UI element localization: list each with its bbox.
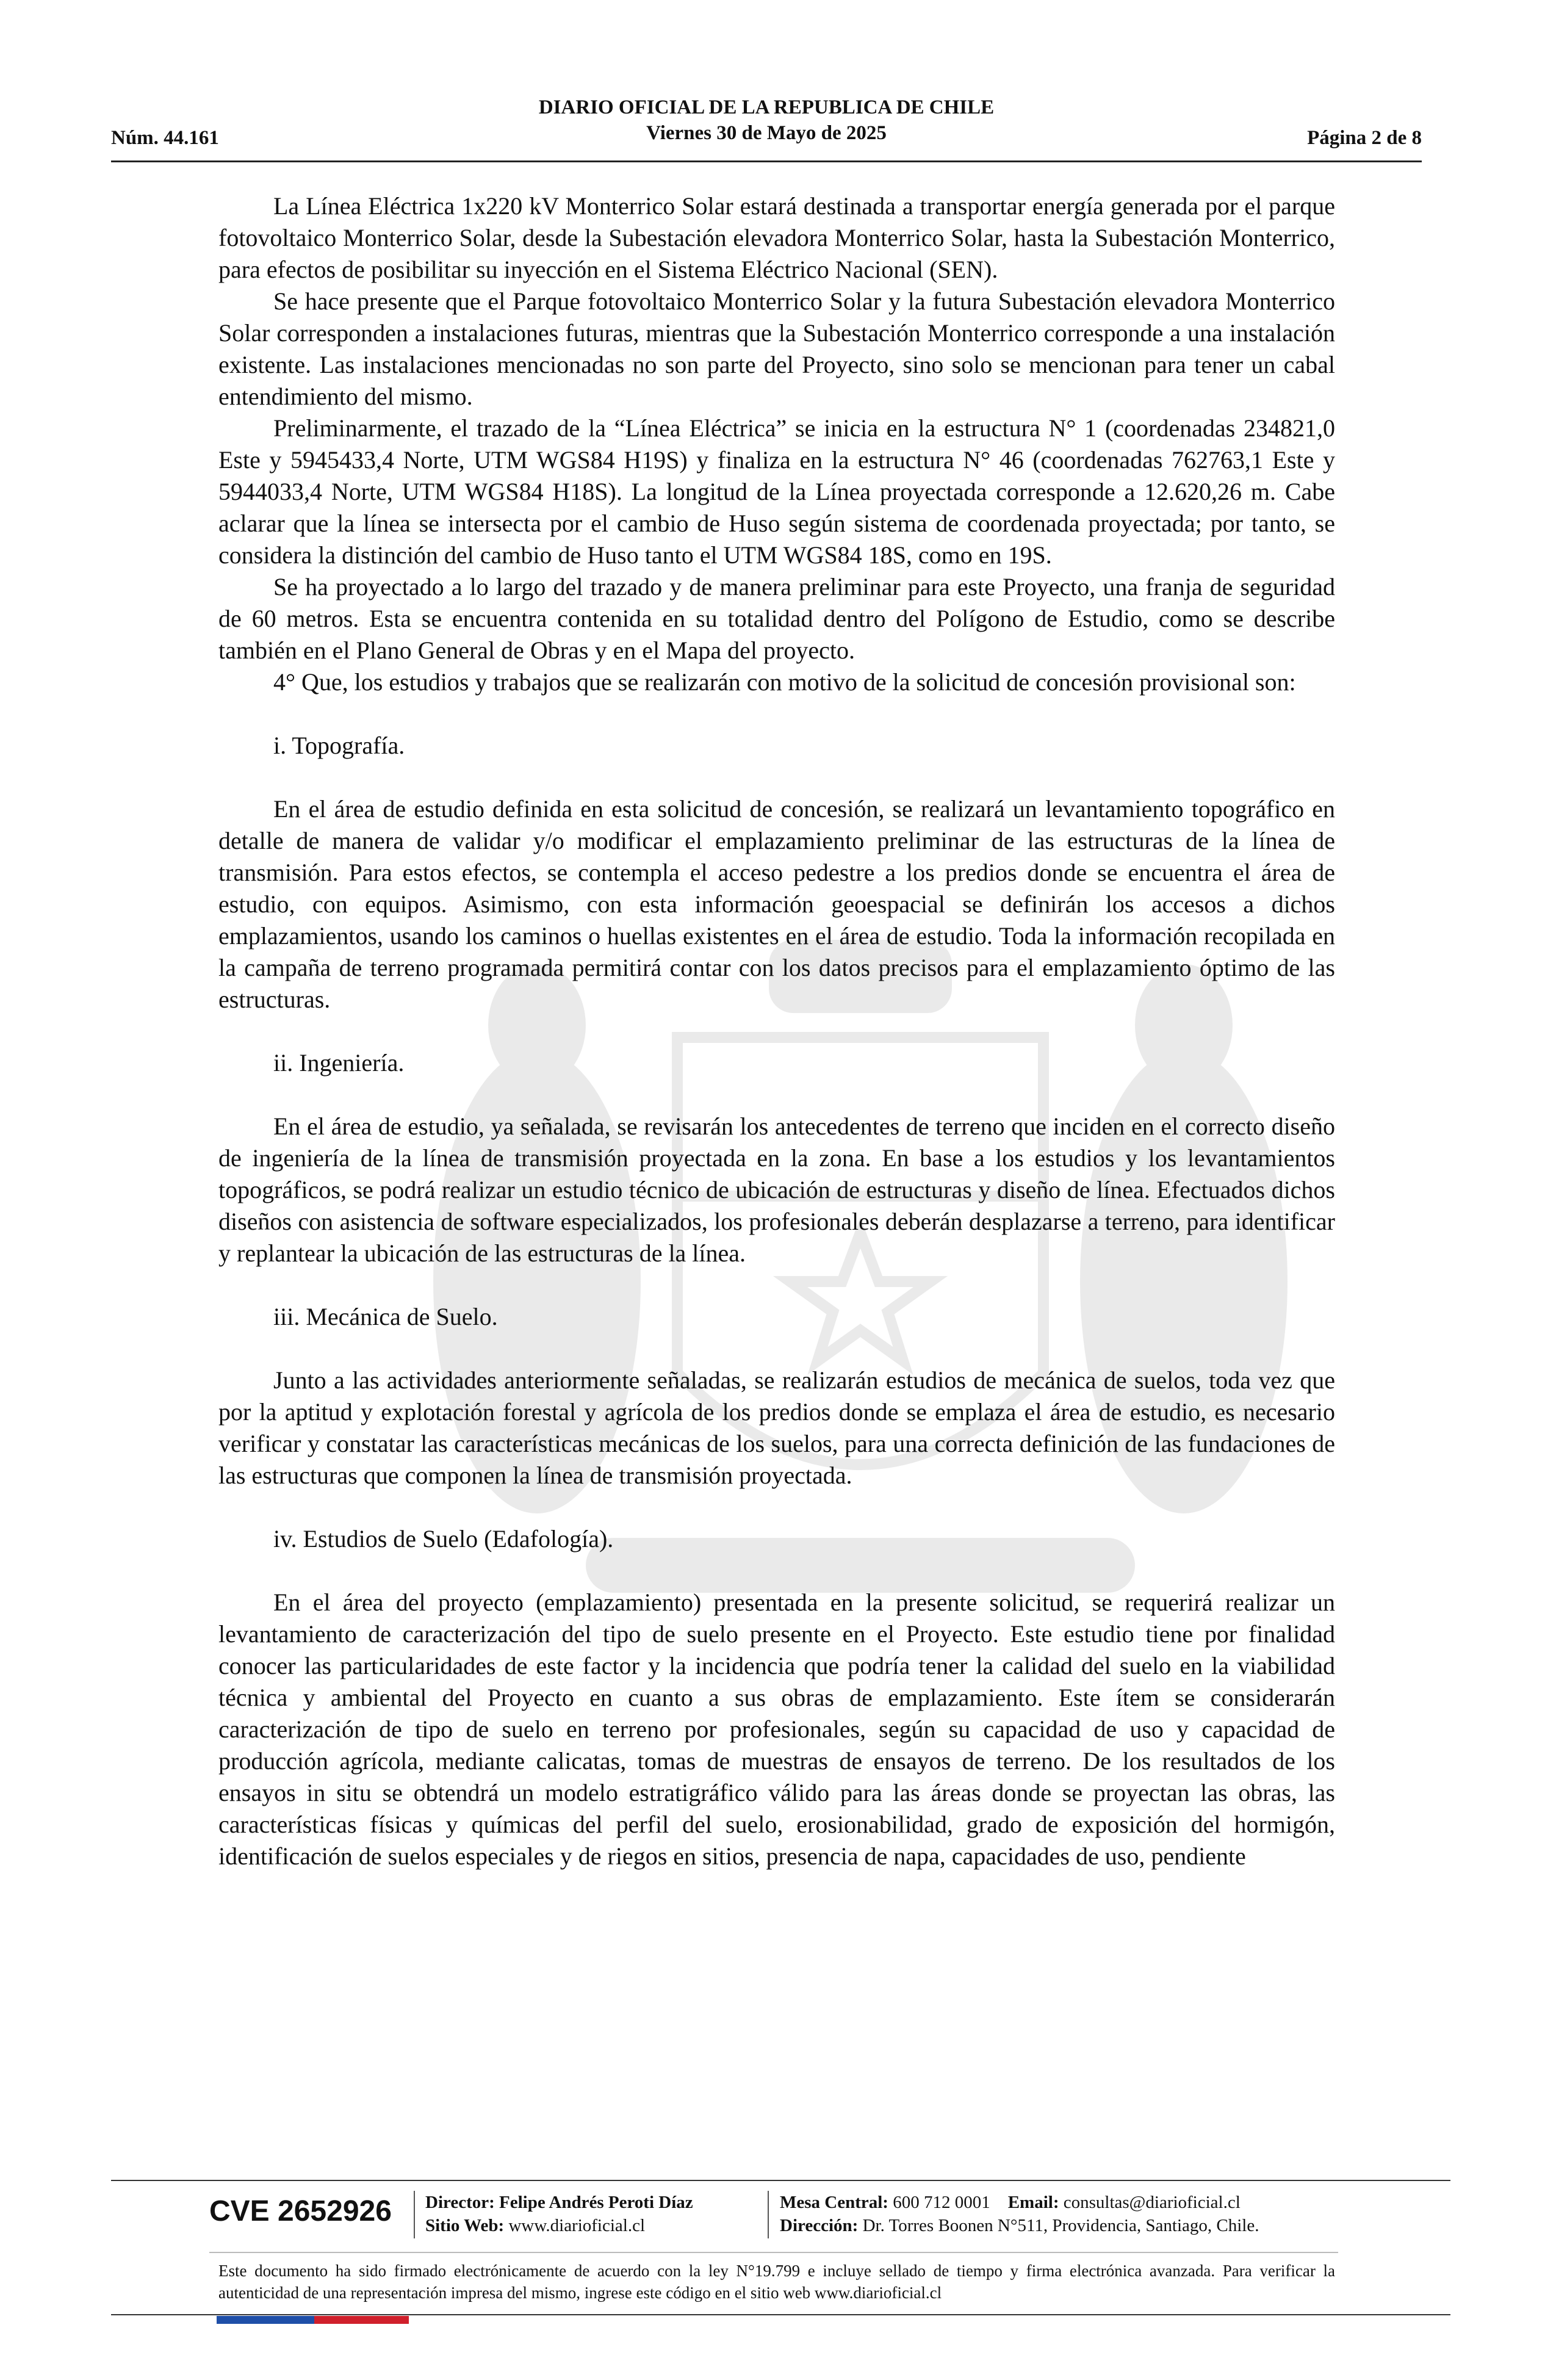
- paragraph: En el área del proyecto (emplazamiento) presentada en la presente solicitud, se requerirá realizar un levantamiento de caracterización del tipo de suelo presente en el Proyecto. Este estudio tiene por finalidad conocer las particularidades de este factor y la incidencia que podría tener la calidad del suelo en la viabilidad técnica y ambiental del Proyecto en cuanto a sus obras de emplazamiento. Este ítem se considerarán caracterización de tipo de suelo en terreno por profesionales, según su capacidad de uso y capacidad de producción agrícola, mediante calicatas, tomas de muestras de ensayos de terreno. De los resultados de los ensayos in situ se obtendrá un modelo estratigráfico válido para las áreas donde se proyectan las obras, las características físicas y químicas del perfil del suelo, erosionabilidad, grado de exposición del hormigón, identificación de suelos especiales y de riegos en sitios, presencia de napa, capacidades de uso, pendiente: [218, 1588, 1335, 1870]
- footer-bottom-divider: [111, 2314, 1450, 2315]
- site-label: Sitio Web:: [425, 2216, 505, 2235]
- issue-number: Núm. 44.161: [111, 127, 219, 149]
- section-heading-topografia: i. Topografía.: [273, 732, 405, 759]
- address-text: Dr. Torres Boonen N°511, Providencia, Santiago, Chile.: [862, 2216, 1259, 2235]
- paragraph: La Línea Eléctrica 1x220 kV Monterrico Solar estará destinada a transportar energía generada por el parque fotovoltaico Monterrico Solar, desde la Subestación elevadora Monterrico Solar, hasta la Subestación Monterrico, para efectos de posibilitar su inyección en el Sistema Eléctrico Nacional (SEN).: [218, 192, 1335, 283]
- cve-code: CVE 2652926: [209, 2195, 392, 2227]
- paragraph: Se ha proyectado a lo largo del trazado y de manera preliminar para este Proyecto, una franja de seguridad de 60 metros. Esta se encuentra contenida en su totalidad dentro del Polígono de Estudio, como se describe también en el Plano General de Obras y en el Mapa del proyecto.: [218, 573, 1335, 664]
- phone-label: Mesa Central:: [780, 2193, 888, 2212]
- publication-title: DIARIO OFICIAL DE LA REPUBLICA DE CHILE: [538, 96, 995, 118]
- document-body: [218, 190, 1335, 1872]
- footer-inner-divider: [209, 2252, 1338, 2253]
- footer-separator: [768, 2191, 769, 2238]
- page-header: [111, 95, 1422, 162]
- email-link[interactable]: consultas@diarioficial.cl: [1063, 2193, 1241, 2212]
- director-label: Director:: [425, 2193, 495, 2212]
- paragraph: Junto a las actividades anteriormente señaladas, se realizarán estudios de mecánica de suelos, toda vez que por la aptitud y explotación forestal y agrícola de los predios donde se emplaza el área de estudio, es necesario verificar y constatar las características mecánicas de los suelos, para una correcta definición de las fundaciones de las estructuras que componen la línea de transmisión proyectada.: [218, 1366, 1335, 1489]
- header-center: [111, 95, 1422, 146]
- section-heading-mecanica-suelo: iii. Mecánica de Suelo.: [273, 1303, 498, 1330]
- email-label: Email:: [1007, 2193, 1059, 2212]
- paragraph: En el área de estudio, ya señalada, se revisarán los antecedentes de terreno que inciden en el correcto diseño de ingeniería de la línea de transmisión proyectada en la zona. En base a los estudios y los levantamientos topográficos, se podrá realizar un estudio técnico de ubicación de estructuras y diseño de línea. Efectuados dichos diseños con asistencia de software especializados, los profesionales deberán desplazarse a terreno, para identificar y replantear la ubicación de las estructuras de la línea.: [218, 1112, 1335, 1267]
- footer-director-block: [425, 2191, 693, 2237]
- paragraph: Preliminarmente, el trazado de la “Línea Eléctrica” se inicia en la estructura N° 1 (coordenadas 234821,0 Este y 5945433,4 Norte, UTM WGS84 H19S) y finaliza en la estructura N° 46 (coordenadas 762763,1 Este y 5944033,4 Norte, UTM WGS84 H18S). La longitud de la Línea proyectada corresponde a 12.620,26 m. Cabe aclarar que la línea se intersecta por el cambio de Huso según sistema de coordenada proyectada; por tanto, se considera la distinción del cambio de Huso tanto el UTM WGS84 18S, como en 19S.: [218, 414, 1335, 569]
- phone-number: 600 712 0001: [893, 2193, 990, 2212]
- flag-stripe-blue: [217, 2316, 314, 2324]
- site-link[interactable]: www.diarioficial.cl: [508, 2216, 646, 2235]
- legal-notice: Este documento ha sido firmado electrónicamente de acuerdo con la ley N°19.799 e incluye sellado de tiempo y firma electrónica avanzada. Para verificar la autenticidad de una representación impresa del mismo, ingrese este código en el sitio web www.diarioficial.cl: [218, 2262, 1335, 2302]
- paragraph: 4° Que, los estudios y trabajos que se realizarán con motivo de la solicitud de concesión provisional son:: [273, 668, 1296, 696]
- publication-date: Viernes 30 de Mayo de 2025: [646, 122, 887, 144]
- footer-contact-block: [780, 2191, 1259, 2237]
- flag-stripe-red: [314, 2316, 409, 2324]
- address-label: Dirección:: [780, 2216, 859, 2235]
- footer-divider: [111, 2180, 1450, 2181]
- section-heading-estudios-suelo: iv. Estudios de Suelo (Edafología).: [273, 1525, 614, 1552]
- director-name: Felipe Andrés Peroti Díaz: [499, 2193, 693, 2212]
- paragraph: En el área de estudio definida en esta solicitud de concesión, se realizará un levantamiento topográfico en detalle de manera de validar y/o modificar el emplazamiento preliminar de las estructuras de la línea de transmisión. Para estos efectos, se contempla el acceso pedestre a los predios donde se encuentra el área de estudio, con equipos. Asimismo, con esta información geoespacial se definirán los accesos a dichos emplazamientos, usando los caminos o huellas existentes en el área de estudio. Toda la información recopilada en la campaña de terreno programada permitirá contar con los datos precisos para el emplazamiento óptimo de las estructuras.: [218, 795, 1335, 1013]
- section-heading-ingenieria: ii. Ingeniería.: [273, 1049, 405, 1076]
- page-number: Página 2 de 8: [1307, 127, 1422, 149]
- footer-separator: [414, 2191, 415, 2238]
- paragraph: Se hace presente que el Parque fotovoltaico Monterrico Solar y la futura Subestación elevadora Monterrico Solar corresponden a instalaciones futuras, mientras que la Subestación Monterrico corresponde a una instalación existente. Las instalaciones mencionadas no son parte del Proyecto, sino solo se mencionan para tener un cabal entendimiento del mismo.: [218, 287, 1335, 410]
